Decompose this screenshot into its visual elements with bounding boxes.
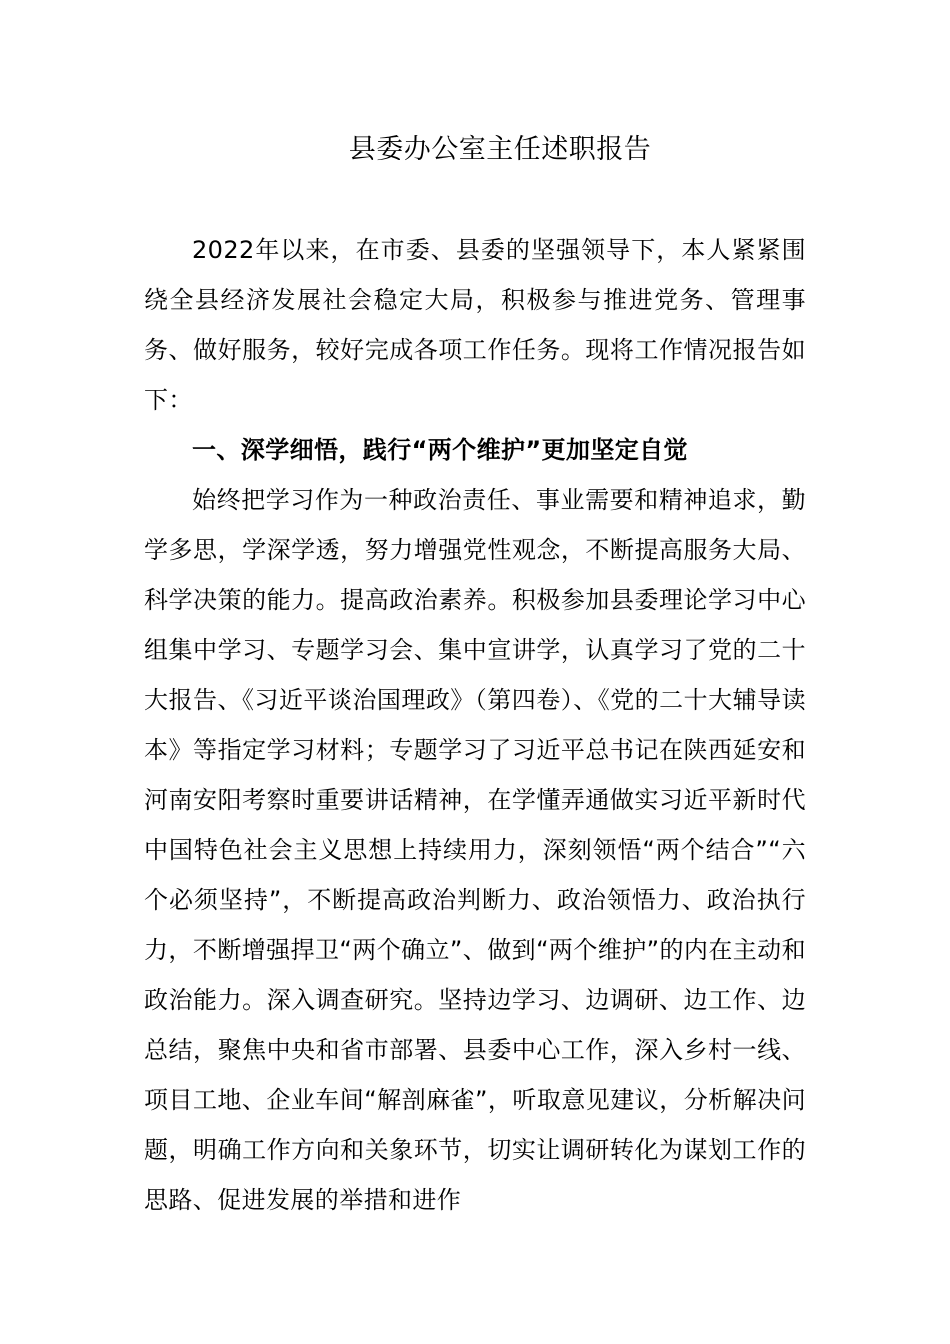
document-title: 县委办公室主任述职报告 [348,134,652,165]
intro-block [144,225,806,425]
section-1-paragraph: 始终把学习作为一种政治责任、事业需要和精神追求，勤学多思，学深学透，努力增强党性观念，不断提高服务大局、科学决策的能力。提高政治素养。积极参加县委理论学习中心组集中学习、专题学习会、集中宣讲学，认真学习了党的二十大报告、《习近平谈治国理政》（第四卷）、《党的二十大辅导读本》等指定学习材料；专题学习了习近平总书记在陕西延安和河南安阳考察时重要讲话精神，在学懂弄通做实习近平新时代中国特色社会主义思想上持续用力，深刻领悟“两个结合”“六个必须坚持”，不断提高政治判断力、政治领悟力、政治执行力，不断增强捍卫“两个确立”、做到“两个维护”的内在主动和政治能力。深入调查研究。坚持边学习、边调研、边工作、边总结，聚焦中央和省市部署、县委中心工作，深入乡村一线、项目工地、企业车间“解剖麻雀”，听取意见建议，分析解决问题，明确工作方向和关象环节，切实让调研转化为谋划工作的思路、促进发展的举措和进作 [144,486,806,1214]
intro-paragraph: 2022年以来，在市委、县委的坚强领导下，本人紧紧围绕全县经济发展社会稳定大局，积极参与推进党务、管理事务、做好服务，较好完成各项工作任务。现将工作情况报告如下： [144,236,806,414]
section-1 [144,425,806,1225]
section-1-heading: 一、深学细悟，践行“两个维护”更加坚定自觉 [192,436,688,464]
